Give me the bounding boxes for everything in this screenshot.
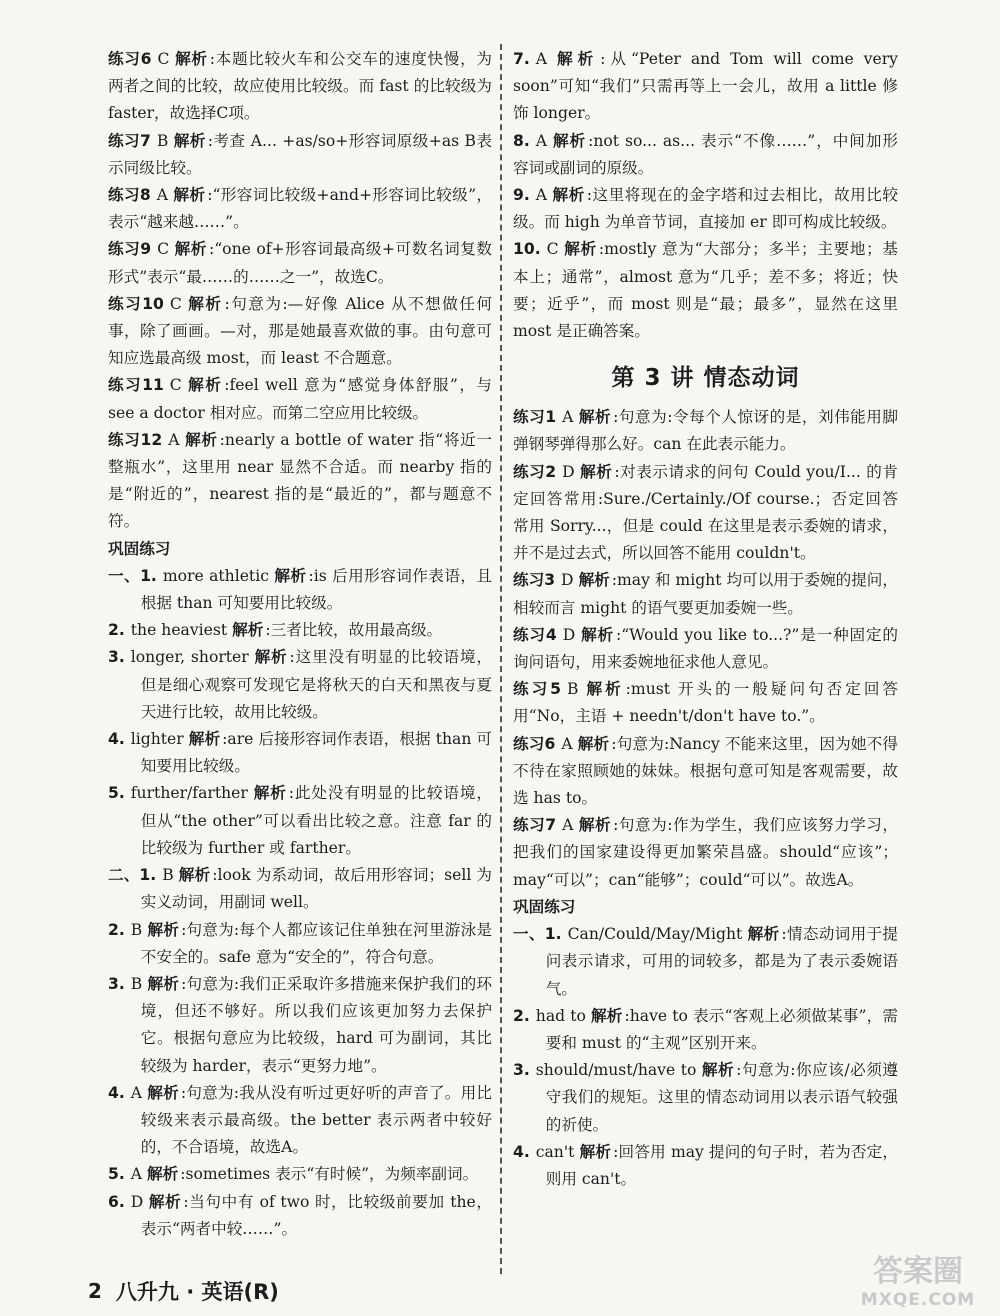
entry-jiexi-tag: 解析 [580,625,614,644]
entry-jiexi-tag: 解析 [188,730,221,749]
entry-label: 练习4 [513,625,557,644]
entry-answer: C [157,50,170,68]
answer-entry [108,617,492,644]
entry-label: 3. [513,1061,530,1080]
entry-explanation: :句意为:我从没有听过更好听的声音了。用比较级来表示最高级。the better 表示两者中较好的，不合语境，故选A。 [140,1083,492,1157]
entry-explanation: :mostly 意为“大部分；多半；主要地；基本上；通常”，almost 意为“几乎；差不多；将近；快要；近乎”，而 most 则是“最；最多”，显然在这里 most 是正确答案。 [513,240,898,341]
entry-answer: A [156,186,169,205]
entry-answer: D [562,625,576,644]
entry-explanation: :sometimes 表示“有时候”，为频率副词。 [180,1165,479,1184]
answer-entry [108,917,492,971]
answer-entry [108,1080,492,1162]
watermark-logo-text: 答案圈 [873,1254,963,1289]
entry-label: 练习9 [108,240,152,259]
entry-label: 练习8 [108,186,151,205]
column-divider [500,44,502,1274]
entry-explanation: :回答用 may 提问的句子时，若为否定，则用 can't。 [545,1142,898,1188]
entry-answer: B [130,920,143,939]
watermark-url: MXQE.COM [860,1290,976,1310]
entry-answer: B [130,974,143,993]
entry-explanation: :nearly a bottle of water 指“将近一整瓶水”，这里用 near 显然不合适。而 nearby 指的是“附近的”，nearest 指的是“最近的”，都与题意不符。 [108,430,493,531]
entry-label: 二、1. [108,866,157,885]
entry-explanation: :feel well 意为“感觉身体舒服”，与 see a doctor 相对应。而第二空应用比较级。 [108,376,492,422]
entry-explanation: :这里将现在的金字塔和过去相比，故用比较级。而 high 为单音节词，直接加 er 即可构成比较级。 [513,186,898,232]
entry-explanation: :当句中有 of two 时，比较级前要加 the，表示“两者中较……”。 [140,1192,492,1238]
entry-jiexi-tag: 解析 [253,648,288,667]
entry-answer: D [130,1192,144,1211]
entry-answer: A [130,1083,143,1102]
entry-jiexi-tag: 解析 [174,50,208,68]
entry-label: 3. [108,648,125,667]
entry-explanation: :is 后用形容词作表语，且根据 than 可知要用比较级。 [140,566,493,613]
entry-answer: A [561,734,573,753]
entry-explanation: :句意为:Nancy 不能来这里，因为她不得不待在家照顾她的妹妹。根据句意可知是客观需要，故选 has to。 [513,734,898,808]
answer-entry [513,1057,898,1139]
answer-entry [513,567,898,621]
answer-entry [513,182,898,236]
right-column [513,46,898,1193]
entry-jiexi-tag: 解析 [563,240,597,259]
left-exercise-list [108,46,492,536]
entry-answer: D [561,571,574,590]
entry-label: 练习11 [108,376,164,395]
entry-label: 一、1. [513,925,562,944]
entry-explanation: :考查 A... +as/so+形容词原级+as B表示同级比较。 [108,131,492,177]
entry-answer: C [157,240,170,259]
entry-label: 练习6 [108,50,152,68]
section-title-gonggu-right: 巩固练习 [513,897,576,916]
entry-jiexi-tag: 解析 [173,131,206,150]
entry-answer: C [546,240,559,259]
entry-label: 4. [108,1083,125,1102]
answer-entry [108,726,492,780]
entry-explanation: :must 开头的一般疑问句否定回答用“No，主语 + needn't/don't have to.”。 [513,680,898,726]
entry-answer: had to [535,1006,586,1025]
entry-explanation: :句意为:令每个人惊讶的是，刘伟能用脚弹钢琴弹得那么好。can 在此表示能力。 [513,408,898,454]
entry-label: 练习3 [513,571,556,590]
entry-label: 练习5 [513,680,562,699]
watermark-logo [848,1246,988,1310]
entry-explanation: :not so... as... 表示“不像……”，中间加形容词或副词的原级。 [513,131,898,177]
entry-explanation: :句意为:你应该/必须遵守我们的规矩。这里的情态动词用以表示语气较强的祈使。 [545,1061,898,1134]
entry-label: 2. [108,621,125,640]
entry-explanation: :句意为:每个人都应该记住单独在河里游泳是不安全的。safe 意为“安全的”，符合句意。 [140,920,492,966]
entry-answer: A [562,408,574,427]
answer-entry [108,236,492,290]
entry-jiexi-tag: 解析 [273,566,307,585]
entry-answer: should/must/have to [535,1061,697,1080]
entry-jiexi-tag: 解析 [173,186,206,205]
entry-explanation: :情态动词用于提问表示请求，可用的词较多，都是为了表示委婉语气。 [545,925,898,998]
section-title-gonggu-left: 巩固练习 [108,539,171,558]
answer-entry [108,971,492,1080]
entry-explanation: :“one of+形容词最高级+可数名词复数形式”表示“最……的……之一”，故选C。 [108,240,492,286]
entry-label: 练习12 [108,430,163,449]
answer-entry [513,921,898,1003]
answer-entry [513,128,898,182]
answer-entry [108,182,492,236]
entry-explanation: :句意为:—好像 Alice 从不想做任何事，除了画画。—对，那是她最喜欢做的事。由句意可知应选最高级 most，而 least 不合题意。 [108,294,492,368]
left-part1-list [108,563,492,862]
entry-jiexi-tag: 解析 [148,1192,182,1211]
entry-answer: C [169,376,182,395]
answer-entry [513,459,898,568]
entry-jiexi-tag: 解析 [583,680,624,699]
answer-entry [108,563,492,617]
entry-jiexi-tag: 解析 [147,1165,179,1184]
entry-label: 练习7 [513,816,557,835]
answer-entry [108,46,492,128]
answer-entry [513,622,898,676]
entry-label: 练习1 [513,408,557,427]
answer-entry [513,676,898,730]
answer-entry [513,236,898,345]
left-part2-list [108,862,492,1243]
entry-jiexi-tag: 解析 [579,462,613,481]
left-column [108,46,492,1243]
entry-explanation: :对表示请求的问句 Could you/I... 的肯定回答常用:Sure./Certainly./Of course.；否定回答常用 Sorry...，但是 could 在这里是表示委婉的请求，并不是过去式，所以回答不能用 couldn't。 [513,462,898,563]
entry-explanation: :“形容词比较级+and+形容词比较级”，表示“越来越……”。 [108,186,492,232]
answer-entry [108,128,492,182]
page-number: 2 [88,1279,102,1303]
answer-entry [513,1139,898,1193]
entry-answer: A [168,430,180,449]
entry-jiexi-tag: 解析 [147,920,180,939]
entry-answer: more athletic [162,566,269,585]
answer-entry [108,780,492,862]
answer-entry [108,1189,492,1243]
entry-answer: B [162,866,174,885]
entry-answer: A [562,816,574,835]
entry-explanation: :look 为系动词，故后用形容词；sell 为实义动词，用副词 well。 [140,866,492,912]
right-gonggu-list [513,921,898,1193]
entry-jiexi-tag: 解析 [578,816,612,835]
entry-jiexi-tag: 解析 [590,1006,623,1025]
answer-entry [108,291,492,373]
entry-label: 练习10 [108,294,164,313]
entry-answer: the heaviest [130,621,228,640]
entry-jiexi-tag: 解析 [186,376,223,395]
page-footer [88,1276,279,1306]
book-title: 八升九 · 英语(R) [115,1280,279,1304]
entry-jiexi-tag: 解析 [147,974,180,993]
entry-label: 2. [108,920,125,939]
entry-answer: A [535,50,548,68]
entry-label: 2. [513,1006,530,1025]
entry-answer: B [156,131,169,150]
entry-answer: further/farther [130,784,248,803]
answer-entry [513,46,898,128]
entry-label: 练习6 [513,734,556,753]
entry-answer: A [130,1165,143,1184]
entry-answer: D [562,462,575,481]
entry-explanation: :此处没有明显的比较语境，但从“the other”可以看出比较之意。注意 far 的比较级为 further 或 farther。 [140,784,492,857]
entry-jiexi-tag: 解析 [701,1061,735,1080]
answer-entry [513,404,898,458]
answer-entry [108,372,492,426]
entry-explanation: :这里没有明显的比较语境，但是细心观察可发现它是将秋天的白天和黑夜与夏天进行比较，故用比较级。 [140,648,492,721]
answer-entry [513,731,898,813]
entry-jiexi-tag: 解析 [174,240,207,259]
entry-label: 4. [513,1142,530,1161]
entry-explanation: :句意为:作为学生，我们应该努力学习，把我们的国家建设得更加繁荣昌盛。should“应该”；may“可以”；can“能够”；could“可以”。故选A。 [513,816,898,889]
answer-entry [513,1003,898,1057]
entry-explanation: :have to 表示“客观上必须做某事”，需要和 must 的“主观”区别开来。 [545,1006,898,1052]
answer-entry [513,812,898,894]
entry-label: 5. [108,784,125,803]
answer-entry [108,427,492,536]
entry-explanation: :三者比较，故用最高级。 [265,621,443,640]
entry-jiexi-tag: 解析 [147,1083,179,1102]
entry-jiexi-tag: 解析 [178,866,211,885]
entry-jiexi-tag: 解析 [577,734,610,753]
entry-label: 7. [513,50,530,68]
entry-answer: can't [535,1142,575,1161]
entry-jiexi-tag: 解析 [552,186,585,205]
entry-label: 9. [513,186,530,205]
entry-label: 4. [108,730,125,749]
entry-answer: A [535,186,548,205]
entry-explanation: :“Would you like to...?”是一种固定的询问语句，用来委婉地征求他人意见。 [513,625,898,672]
entry-answer: lighter [130,730,184,749]
entry-jiexi-tag: 解析 [578,571,610,590]
entry-explanation: :句意为:我们正采取许多措施来保护我们的环境，但还不够好。所以我们应该更加努力去保护它。根据句意应为比较级，hard 可为副词，其比较级为 harder，表示“更努力地”。 [140,974,492,1075]
entry-jiexi-tag: 解析 [184,430,218,449]
entry-label: 练习7 [108,131,151,150]
entry-label: 10. [513,240,541,259]
entry-jiexi-tag: 解析 [747,925,780,944]
answer-entry [108,1161,492,1188]
right-top-list [513,46,898,345]
answer-entry [108,862,492,916]
answer-entry [108,644,492,726]
entry-jiexi-tag: 解析 [579,1142,612,1161]
lesson-title: 第 3 讲 情态动词 [611,365,800,392]
entry-answer: longer, shorter [130,648,249,667]
entry-jiexi-tag: 解析 [232,621,264,640]
entry-answer: Can/Could/May/Might [567,925,743,944]
entry-jiexi-tag: 解析 [578,408,612,427]
entry-jiexi-tag: 解析 [552,50,599,68]
entry-answer: B [567,680,579,699]
entry-explanation: :从“Peter and Tom will come very soon”可知“我们”只需再等上一会儿，故用 a little 修饰 longer。 [513,50,898,123]
lesson-exercise-list [513,404,898,894]
entry-jiexi-tag: 解析 [252,784,287,803]
entry-label: 3. [108,974,125,993]
entry-label: 一、1. [108,566,157,585]
entry-explanation: :本题比较火车和公交车的速度快慢，为两者之间的比较，故应使用比较级。而 fast 的比较级为 faster，故选择C项。 [108,50,492,123]
entry-label: 练习2 [513,462,557,481]
entry-answer: C [169,294,182,313]
entry-label: 8. [513,131,530,150]
entry-explanation: :may 和 might 均可以用于委婉的提问，相较而言 might 的语气要更加委婉一些。 [513,571,898,617]
entry-jiexi-tag: 解析 [186,294,223,313]
entry-answer: A [535,131,548,150]
entry-jiexi-tag: 解析 [552,131,587,150]
entry-explanation: :are 后接形容词作表语，根据 than 可知要用比较级。 [140,730,492,776]
entry-label: 5. [108,1165,125,1184]
entry-label: 6. [108,1192,125,1211]
